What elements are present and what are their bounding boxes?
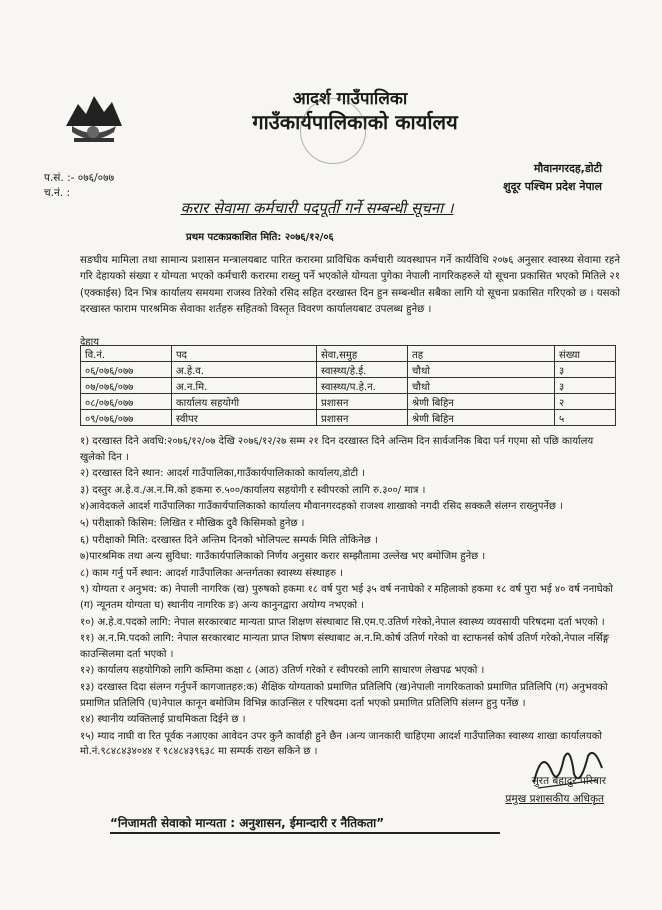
nepal-emblem-icon: [60, 86, 126, 152]
cell-post: अ.हे.व.: [172, 362, 317, 378]
office-seal-icon: [300, 98, 366, 164]
list-item: १५) म्याद नाघी वा रित पूर्वक नआएका आवेदन उपर कुनै कार्वाही हुने छैन ।अन्य जानकारी चाहिएमा आदर्श गाउँपालिका स्वास्थ्य शाखा कार्यालयको मो.नं.९८४८४३४०४४ र ९८४८४३९६३८ मा सम्पर्क राख्न सकिने छ ।: [80, 730, 602, 758]
list-item: ९) योग्यता र अनुभव: क) नेपाली नागरिक (ख) पुरुषको हकमा १८ वर्ष पुरा भई ३५ वर्ष ननाघेको र महिलाको हकमा १८ वर्ष पुरा भई ४० वर्ष ननाघेको (ग) न्यूनतम योग्यता घ) स्थानीय नागरिक ङ) अन्य कानुनद्वारा अयोग्य नभएको ।: [80, 584, 613, 611]
cell-serial: ०९/०७६/०७७: [81, 410, 172, 426]
table-row: [81, 378, 616, 394]
col-count: संख्या: [555, 346, 616, 362]
cell-service: प्रशासन: [317, 410, 408, 426]
notice-paragraph: सङघीय मामिला तथा सामान्य प्रशासन मन्त्रालयबाट पारित करारमा प्राविधिक कर्मचारी व्यवस्थापन गर्ने कार्यविधि २०७६ अनुसार स्वास्थ्य सेवामा रहने गरि देहायको संख्या र योग्यता भएको कर्मचारी करारमा राख्नु पर्ने भएकोले योग्यता पुगेका नेपाली नागरिकहरुले यो सूचना प्रकासित भएको मितिले २१ (एक्काईस) दिन भित्र कार्यालय समयमा राजस्व तिरेको रसिद सहित दरखास्त दिन हुन सम्बन्धीत सबैका लागि यो सूचना प्रकासित गरिएको छ । यसको दरखास्त फाराम पारश्रमिक सेवाका शर्तहरु सहितको विस्तृत विवरण कार्यालयबाट उपलब्ध हुनेछ ।: [80, 255, 620, 315]
reference-numbers: [44, 171, 114, 201]
address-line2: शुदूर पश्चिम प्रदेश नेपाल: [503, 180, 602, 193]
list-item: ५) परीक्षाको किसिम: लिखित र मौखिक दुवै किसिमको हुनेछ ।: [80, 517, 305, 529]
notice-title: करार सेवामा कर्मचारी पदपूर्ती गर्ने सम्बन्धी सूचना ।: [180, 199, 454, 217]
list-item: १२) कार्यालय सहयोगिको लागि कम्तिमा कक्षा ८ (आठ) उतिर्ण गरेको र स्वीपरको लागि साधारण लेखपढ भएको ।: [80, 665, 485, 677]
cell-count: ५: [555, 410, 616, 426]
list-item: १) दरखास्त दिने अवधि:२०७६/१२/०७ देखि २०७६/१२/२७ सम्म २१ दिन दरखास्त दिने अन्तिम दिन सार्वजनिक बिदा पर्न गएमा सो पछि कार्यालय खुलेको दिन ।: [80, 436, 594, 463]
col-service: सेवा,समुह: [317, 346, 408, 362]
col-post: पद: [172, 346, 317, 362]
office-address: [503, 160, 602, 196]
col-level: तह: [408, 346, 555, 362]
cell-service: स्वास्थ्य/प.हे.न.: [317, 378, 408, 394]
terms-list: [80, 434, 620, 761]
cell-post: स्वीपर: [172, 410, 317, 426]
address-line1: मौवानगरदह,डोटी: [533, 162, 602, 175]
list-item: ८) काम गर्नु पर्ने स्थान: आदर्श गाउँपालिका अन्तर्गतका स्वास्थ्य संस्थाहरु ।: [80, 567, 343, 579]
list-item: १३) दरखास्त दिदा संलग्न गर्नुपर्ने कागजातहरु:क) शैक्षिक योग्यताको प्रमाणित प्रतिलिपि (ख)नेपाली नागरिकताको प्रमाणित प्रतिलिपि (ग) अनुभवको प्रमाणित प्रतिलिपि (घ)नेपाल कानून बमोजिम विभिन्न काउन्सिल र परिषदमा दर्ता भएको प्रमाणित प्रतिलिपि संलग्न हुनु पर्नेछ ।: [80, 681, 608, 709]
posts-table: [80, 345, 616, 426]
list-item: ६) परीक्षाको मिति: दरखास्त दिने अन्तिम दिनको भोलिपल्ट सम्पर्क मिति तोकिनेछ ।: [80, 534, 378, 546]
signatory-name: सुरत बहादुर परियार: [531, 775, 606, 787]
first-publication-date: प्रथम पटकप्रकाशित मिति: २०७६/१२/०६: [186, 232, 334, 243]
cell-service: स्वास्थ्य/हे.ई.: [317, 362, 408, 378]
cell-post: अ.न.मि.: [172, 378, 317, 394]
list-item: ४)आवेदकले आदर्श गाउँपालिका गाउँकार्यपालिकाको कार्यालय मौवानगरदहको राजश्व शाखाको नगदी रसिद सक्कलै संलग्न राख्नुपर्नेछ ।: [80, 501, 563, 513]
table-row: [81, 362, 616, 378]
cell-level: श्रेणी बिहिन: [408, 394, 555, 410]
list-item: १०) अ.हे.व.पदको लागि: नेपाल सरकारबाट मान्यता प्राप्त शिक्षण संस्थाबाट सि.एम.ए.उतिर्ण गरेको,नेपाल स्वास्थ्य व्यवसायी परिषदमा दर्ता भएको ।: [80, 616, 605, 628]
table-row: [81, 410, 616, 426]
civil-service-slogan: “निजामती सेवाको मान्यता : अनुशासन, ईमान्दारी र नैतिकता”: [110, 816, 385, 830]
cell-level: चौथो: [408, 362, 555, 378]
ref-ps: प.सं. :- ०७६/०७७: [44, 172, 115, 184]
slogan-underline: [110, 832, 500, 834]
cell-level: श्रेणी बिहिन: [408, 410, 555, 426]
cell-service: प्रशासन: [317, 394, 408, 410]
cell-post: कार्यालय सहयोगी: [172, 394, 317, 410]
list-item: २) दरखास्त दिने स्थान: आदर्श गाउँपालिका,गाउँकार्यपालिकाको कार्यालय,डोटी ।: [80, 468, 365, 480]
list-item: १४) स्थानीय व्यक्तिलाई प्राथमिकता दिईने छ ।: [80, 714, 246, 726]
cell-serial: ०७/०७६/०७७: [81, 378, 172, 394]
cell-serial: ०६/०७६/०७७: [81, 362, 172, 378]
dehay-label: देहाय: [80, 337, 100, 348]
org-name-line1: आदर्श गाउँपालिका: [292, 89, 408, 109]
col-serial: वि.नं.: [81, 346, 172, 362]
cell-count: ३: [555, 362, 616, 378]
signatory-title: प्रमुख प्रशासकीय अधिकृत: [505, 793, 604, 805]
list-item: ७)पारश्रमिक तथा अन्य सुविधा: गाउँकार्यपालिकाको निर्णय अनुसार करार सम्झौतामा उल्लेख भए बमोजिम हुनेछ ।: [80, 551, 486, 563]
ref-chn: च.नं. :: [44, 187, 71, 199]
list-item: ११) अ.न.मि.पदको लागि: नेपाल सरकारबाट मान्यता प्राप्त शिषण संस्थाबाट अ.न.मि.कोर्ष उतिर्ण गरेको वा स्टाफनर्स कोर्ष उतिर्ण गरेको,नेपाल नर्सिङ्ग काउन्सिलमा दर्ता भएको ।: [80, 633, 609, 660]
table-row: [81, 394, 616, 410]
org-name-line2: गाउँकार्यपालिकाको कार्यालय: [252, 110, 458, 134]
cell-serial: ०८/०७६/०७७: [81, 394, 172, 410]
table-header-row: [81, 346, 616, 362]
cell-level: चौथो: [408, 378, 555, 394]
cell-count: ३: [555, 378, 616, 394]
list-item: ३) दस्तुर अ.हे.व./अ.न.मि.को हकमा रु.५००/कार्यालय सहयोगी र स्वीपरको लागि रु.३००/ मात्र ।: [80, 484, 426, 496]
cell-count: २: [555, 394, 616, 410]
